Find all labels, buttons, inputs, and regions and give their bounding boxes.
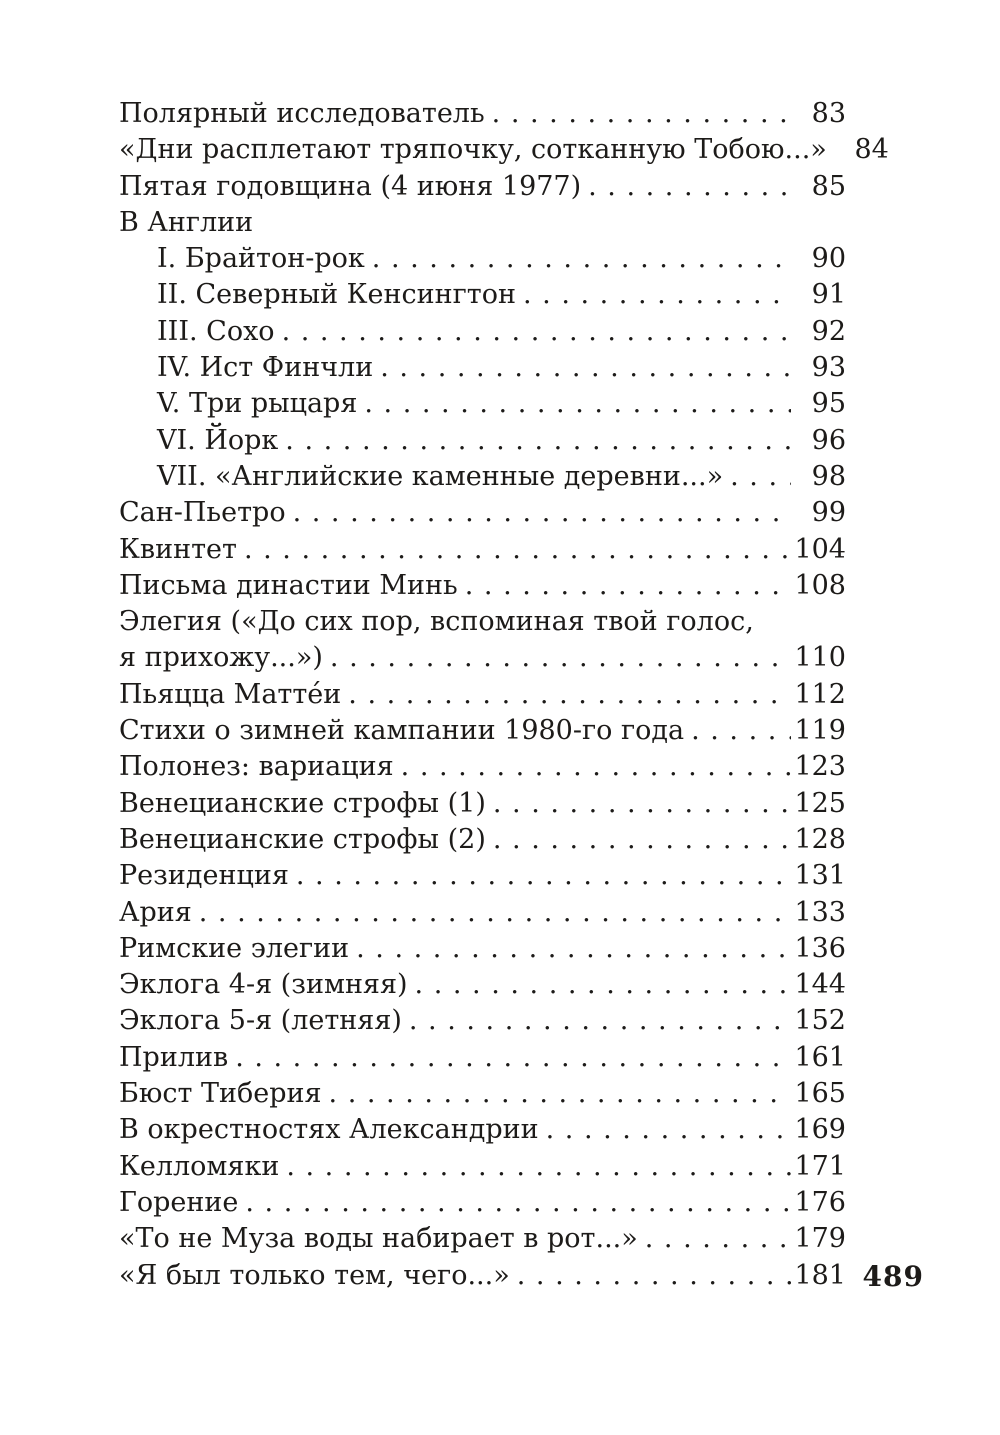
toc-entry <box>119 967 846 1003</box>
toc-leader-dots <box>409 1003 791 1039</box>
toc-entry-title: Квинтет <box>119 533 237 565</box>
toc-entry <box>119 495 846 531</box>
toc-entry-page: 181 <box>794 1259 846 1291</box>
toc-leader-dots <box>282 314 791 350</box>
toc-entry <box>119 205 846 241</box>
toc-entry-title: Сан-Пьетро <box>119 497 286 529</box>
toc-entry-title: III. Сохо <box>157 315 275 347</box>
toc-entry <box>119 677 846 713</box>
toc-entry-page: 125 <box>794 787 846 819</box>
toc-entry <box>119 532 846 568</box>
toc-entry <box>119 1076 846 1112</box>
toc-entry <box>119 241 846 277</box>
toc-entry-page: 83 <box>811 98 846 129</box>
toc-entry <box>119 423 846 459</box>
toc-entry-page: 104 <box>794 533 846 565</box>
toc-entry-page: 84 <box>854 134 889 166</box>
toc-entry-page: 161 <box>794 1041 846 1073</box>
toc-entry <box>119 386 846 422</box>
toc-entry-page: 144 <box>794 969 846 1001</box>
page-folio-number: 489 <box>862 1260 924 1293</box>
toc-entry-title: Резиденция <box>119 860 289 892</box>
toc-entry-page: 179 <box>794 1223 846 1255</box>
toc-entry-title: Стихи о зимней кампании 1980-го года <box>119 715 685 747</box>
toc-leader-dots <box>588 169 791 205</box>
toc-entry-page: 91 <box>811 279 846 311</box>
toc-entry-title: Пьяцца Матте́и <box>119 678 342 710</box>
toc-entry-title: Письма династии Минь <box>119 569 458 601</box>
toc-entry <box>119 350 846 386</box>
toc-entry-page: 92 <box>811 315 846 347</box>
toc-entry-title: Полярный исследователь <box>119 98 485 129</box>
toc-entry-title: Полонез: вариация <box>119 751 394 783</box>
toc-leader-dots <box>330 640 791 676</box>
toc-leader-dots <box>285 423 791 459</box>
toc-entry-page: 93 <box>811 352 846 384</box>
toc-entry <box>119 786 846 822</box>
toc-entry-page: 128 <box>794 823 846 855</box>
toc-entry <box>119 169 846 205</box>
toc-entry-title: Бюст Тиберия <box>119 1078 322 1110</box>
toc-entry <box>119 1221 846 1257</box>
toc-entry-title: Элегия («До сих пор, вспоминая твой голос, <box>119 606 754 638</box>
toc-entry-title: Эклога 4-я (зимняя) <box>119 969 408 1001</box>
toc-entry <box>119 132 889 168</box>
toc-entry-page: 119 <box>794 715 846 747</box>
toc-leader-dots <box>492 96 791 132</box>
toc-entry-title: Эклога 5-я (летняя) <box>119 1005 402 1037</box>
toc-entry-page: 136 <box>794 932 846 964</box>
toc-entry <box>119 822 846 858</box>
toc-entry <box>119 1185 846 1221</box>
toc-leader-dots <box>546 1112 791 1148</box>
toc-entry-title: IV. Ист Финчли <box>157 352 374 384</box>
toc-entry <box>119 277 846 313</box>
toc-entry-page: 110 <box>794 642 846 674</box>
toc-entry <box>119 749 846 785</box>
toc-entry-title: В окрестностях Александрии <box>119 1114 539 1146</box>
toc-leader-dots <box>356 931 791 967</box>
toc-entry-title: VII. «Английские каменные деревни...» <box>157 460 724 492</box>
toc-entry-title: VI. Йорк <box>157 424 279 456</box>
toc-entry-page: 108 <box>794 569 846 601</box>
toc-leader-dots <box>493 786 791 822</box>
toc-leader-dots <box>493 822 791 858</box>
toc-entry-page: 176 <box>794 1186 846 1218</box>
toc-leader-dots <box>401 749 791 785</box>
toc-leader-dots <box>235 1040 791 1076</box>
toc-leader-dots <box>372 241 791 277</box>
toc-entry <box>119 1258 846 1294</box>
toc-entry-title: II. Северный Кенсингтон <box>157 279 516 311</box>
toc-leader-dots <box>245 1185 791 1221</box>
toc-entry-title: Прилив <box>119 1041 229 1073</box>
toc-entry <box>119 568 846 604</box>
toc-entry-page: 165 <box>794 1078 846 1110</box>
toc-entry-page: 98 <box>811 460 846 492</box>
toc-entry-page: 96 <box>811 424 846 456</box>
toc-leader-dots <box>465 568 791 604</box>
toc-entry <box>119 858 846 894</box>
toc-entry-title: я прихожу...») <box>119 642 323 674</box>
toc-entry <box>119 640 846 676</box>
toc-entry <box>119 1003 846 1039</box>
toc-entry-title: Пятая годовщина (4 июня 1977) <box>119 170 582 202</box>
toc-leader-dots <box>293 495 791 531</box>
toc-list <box>119 96 889 1294</box>
toc-entry-page: 133 <box>794 896 846 928</box>
toc-entry-title: V. Три рыцаря <box>157 388 358 420</box>
toc-entry-title: В Англии <box>119 206 254 238</box>
toc-leader-dots <box>348 677 791 713</box>
toc-entry-title: Римские элегии <box>119 932 350 964</box>
toc-entry <box>119 604 846 640</box>
toc-entry-page: 171 <box>794 1150 846 1182</box>
toc-leader-dots <box>517 1258 791 1294</box>
toc-entry-page: 95 <box>811 388 846 420</box>
toc-entry-title: Ария <box>119 896 192 928</box>
toc-entry-title: «Дни расплетают тряпочку, сотканную Тобою...» <box>119 134 827 166</box>
toc-entry-title: Горение <box>119 1186 239 1218</box>
toc-entry-title: Венецианские строфы (1) <box>119 787 486 819</box>
toc-entry-title: I. Брайтон-рок <box>157 243 365 275</box>
toc-entry <box>119 713 846 749</box>
toc-entry-page: 152 <box>794 1005 846 1037</box>
toc-entry <box>119 314 846 350</box>
toc-entry-title: Келломяки <box>119 1150 280 1182</box>
toc-entry-title: «То не Муза воды набирает в рот...» <box>119 1223 638 1255</box>
toc-entry <box>119 895 846 931</box>
toc-entry-page: 169 <box>794 1114 846 1146</box>
toc-leader-dots <box>364 386 791 422</box>
toc-entry-page: 85 <box>811 170 846 202</box>
toc-leader-dots <box>415 967 791 1003</box>
toc-leader-dots <box>380 350 791 386</box>
toc-entry-title: Венецианские строфы (2) <box>119 823 486 855</box>
toc-entry <box>119 1112 846 1148</box>
toc-entry <box>119 96 846 132</box>
toc-leader-dots <box>329 1076 791 1112</box>
toc-entry <box>119 459 846 495</box>
toc-entry <box>119 931 846 967</box>
toc-entry-title: «Я был только тем, чего...» <box>119 1259 510 1291</box>
toc-leader-dots <box>730 459 791 495</box>
toc-entry-page: 112 <box>794 678 846 710</box>
toc-entry <box>119 1040 846 1076</box>
toc-leader-dots <box>244 532 791 568</box>
toc-leader-dots <box>199 895 791 931</box>
toc-entry-page: 123 <box>794 751 846 783</box>
toc-entry <box>119 1149 846 1185</box>
toc-leader-dots <box>296 858 791 894</box>
toc-entry-page: 90 <box>811 243 846 275</box>
toc-leader-dots <box>691 713 791 749</box>
toc-leader-dots <box>523 277 791 313</box>
toc-leader-dots <box>286 1149 791 1185</box>
toc-entry-page: 99 <box>811 497 846 529</box>
toc-entry-page: 131 <box>794 860 846 892</box>
toc-leader-dots <box>645 1221 791 1257</box>
